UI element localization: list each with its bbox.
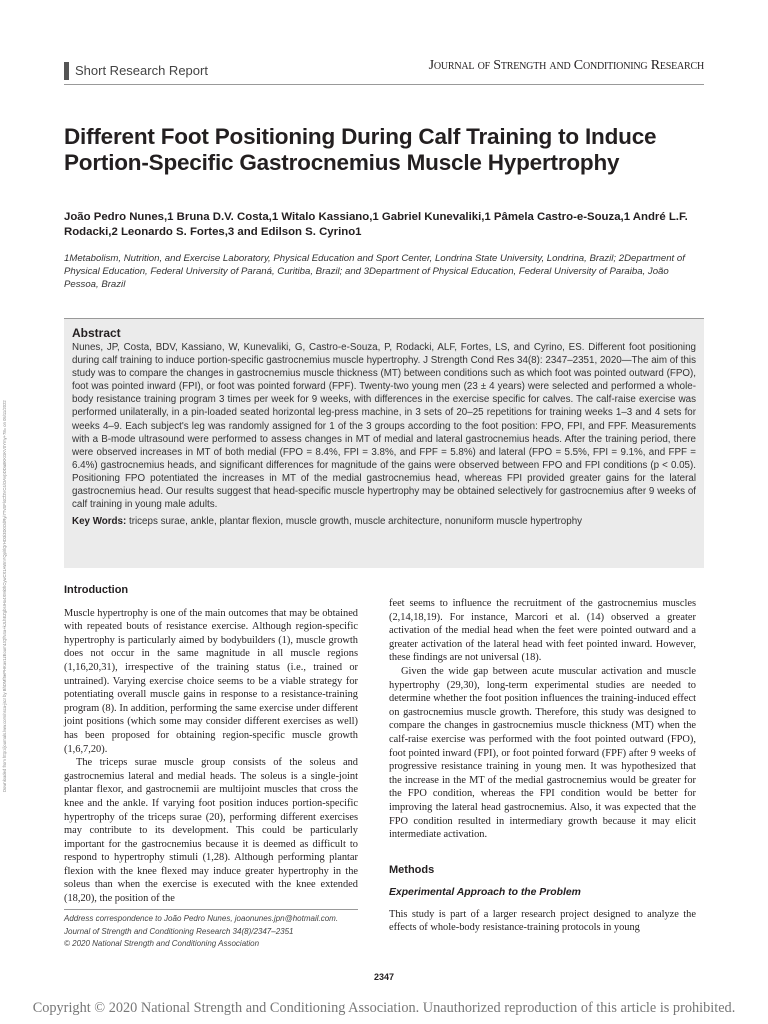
- report-type-label: Short Research Report: [64, 62, 208, 80]
- page-number: 2347: [373, 972, 395, 982]
- methods-heading: Methods: [389, 863, 435, 876]
- page-header: [64, 54, 704, 82]
- abstract-heading: Abstract: [72, 326, 121, 340]
- header-divider: [64, 84, 704, 85]
- left-column: [64, 584, 358, 906]
- intro-paragraph-2: The triceps surae muscle group consists of the soleus and gastrocnemius lateral and medial heads. The soleus is a single-joint plantar flexor, and gastrocnemii are multijoint muscles that cross the knee and the ankle. If varying foot position induces portion-specific hypertrophy of the triceps surae (20), performing different exercises may contribute to its development. This could be particularly important for the gastrocnemius because it is deemed as difficult to respond to hypertrophy stimuli (1,28). Although performing plantar flexion with the knee flexed may induce greater hypertrophy in the soleus than when the exercise is executed with the knee extended (18,20), the position of the: [64, 757, 358, 905]
- author-list: João Pedro Nunes,1 Bruna D.V. Costa,1 Witalo Kassiano,1 Gabriel Kunevaliki,1 Pâmela Castro-e-Souza,1 André L.F. Rodacki,2 Leonardo S. Fortes,3 and Edilson S. Cyrino1: [64, 211, 688, 238]
- affiliation-list: 1Metabolism, Nutrition, and Exercise Laboratory, Physical Education and Sport Center, Londrina State University, Londrina, Brazil; 2Department of Physical Education, Federal University of Paraná, Curitiba, Brazil; and 3Department of Physical Education, Federal University of Paraiba, João Pessoa, Brazil: [64, 253, 685, 290]
- citation-note: Journal of Strength and Conditioning Research 34(8)/2347–2351: [64, 926, 294, 936]
- article-title: Different Foot Positioning During Calf Training to Induce Portion-Specific Gastrocnemius Muscle Hypertrophy: [64, 124, 657, 175]
- copyright-banner: Copyright © 2020 National Strength and Conditioning Association. Unauthorized reproduction of this article is prohibited.: [32, 1000, 736, 1016]
- abstract-text: Nunes, JP, Costa, BDV, Kassiano, W, Kunevaliki, G, Castro-e-Souza, P, Rodacki, ALF, Fortes, LS, and Cyrino, ES. Different foot positioning during calf training to induce portion-specific gastrocnemius muscle hypertrophy. J Strength Cond Res 34(8): 2347–2351, 2020—The aim of this study was to compare the changes in gastrocnemius muscle thickness (MT) between conditions such as which foot was pointed outward (FPO), foot was pointed inward (FPI), or foot was pointed forward (FPF). Twenty-two young men (23 ± 4 years) were selected and performed a whole-body resistance training program 3 times per week for 9 weeks, with differences in the exercise specific for calves. The calf-raise exercise was performed unilaterally, in a pin-loaded seated horizontal leg-press machine, in 3 sets of 20–25 repetitions for training weeks 1–3 and 4 sets for weeks 4–9. Each subject's leg was randomly assigned for 1 of the 3 groups according to the foot position: FPO, FPI, and FPF. Measurements with a B-mode ultrasound were performed to assess changes in MT of medial and lateral gastrocnemius heads. After the training period, there were observed increases in MT of both medial (FPO = 8.4%, FPI = 3.8%, and FPF = 5.8%) and lateral (FPO = 5.5%, FPI = 9.1%, and FPF = 6.4%) gastrocnemius heads, and significant differences for magnitude of the gains were observed between FPO and FPI conditions (p < 0.05). Positioning FPO potentiated the increases in MT of the medial gastrocnemius head, whereas FPI provided greater gains for the lateral gastrocnemius head. Our results suggest that head-specific muscle hypertrophy may be obtained selectively for gastrocnemius after 9 weeks of calf training in young male adults.: [72, 342, 696, 511]
- right-column: [389, 597, 696, 935]
- methods-paragraph-1: This study is part of a larger research project designed to analyze the effects of whole-body resistance-training protocols in young: [389, 908, 696, 934]
- intro-paragraph-3: feet seems to influence the recruitment of the gastrocnemius muscles (2,14,18,19). For instance, Marcori et al. (14) observed a greater activation of the medial head when the feet were pointed outward and a greater activation of the lateral head with feet pointed inward. However, these findings are not universal (18).: [389, 598, 696, 664]
- download-notice-text: Downloaded from http://journals.lww.com/nsca-jscr by BhDMf5ePHKav1zEoum1tQfN4a+kJLhEZgbsIHo4XMi0hCywCX1AWnYQp/IlQrHD3i3D0OdRyi7TvSFl4Cf3VC4/OAVpDDa8KKGKV0Ymy+78= on 05/11/2022: [2, 400, 7, 792]
- keywords: [72, 515, 696, 528]
- experimental-approach-heading: Experimental Approach to the Problem: [389, 887, 581, 899]
- footnote-divider: [64, 909, 358, 910]
- intro-paragraph-1: Muscle hypertrophy is one of the main outcomes that may be obtained with repeated bouts of resistance exercise. Although region-specific hypertrophy is particularly aimed by bodybuilders (1), muscle growth does not occur in the same magnitude in all muscle regions (1,16,20,31), irrespective of the training status (i.e., trained or untrained). Varying exercise choice seems to be a viable strategy for potentiating overall muscle gains in response to a resistance-training program (8). In addition, performing the same exercise under different joint positions (which some may consider different exercises as well) has been proposed for obtaining region-specific muscle growth (1,6,7,20).: [64, 607, 358, 755]
- footnotes: [64, 913, 358, 951]
- introduction-heading: Introduction: [64, 584, 129, 596]
- download-notice: [2, 272, 12, 792]
- keywords-label: Key Words:: [72, 516, 127, 528]
- abstract-box: [64, 318, 704, 568]
- correspondence-note: Address correspondence to João Pedro Nunes, joaonunes.jpn@hotmail.com.: [64, 914, 339, 923]
- intro-paragraph-4: Given the wide gap between acute muscular activation and muscle hypertrophy (29,30), long-term experimental studies are needed to determine whether the foot position influences the training-induced effect on gastrocnemius muscle growth. Therefore, this study was designed to compare the changes in gastrocnemius muscle thickness (MT) when the calf-raise exercise was performed with the foot pointed outward (FPO), foot pointed inward (FPI), or foot pointed forward (FPF) after 9 weeks of progressive resistance training in young men. It was hypothesized that the increase in the MT of the medial gastrocnemius would be greater for the FPO condition, whereas the FPI condition would be better for improving the lateral head gastrocnemius. Also, it was expected that the FPO condition resulted in intermediary growth because it may elicit intermediate activation.: [389, 665, 696, 841]
- keywords-text: triceps surae, ankle, plantar flexion, muscle growth, muscle architecture, nonuniform muscle hypertrophy: [129, 516, 583, 528]
- journal-name: Journal of Strength and Conditioning Research: [428, 58, 704, 73]
- copyright-note: © 2020 National Strength and Conditioning Association: [64, 939, 260, 949]
